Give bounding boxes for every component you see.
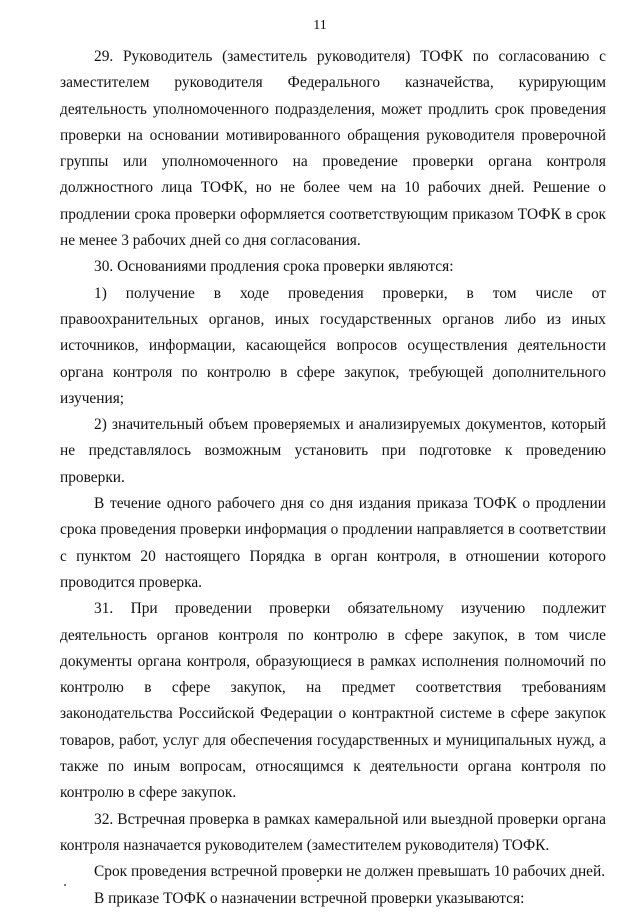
paragraph-30-item-1: 1) получение в ходе проведения проверки, в том числе от правоохранительных органов, иных государственных органов либо из иных источников, информации, касающейся вопросов осуществления деятельности органа контроля по контролю в сфере закупок, требующей дополнительного изучения; [60, 284, 606, 407]
scan-speck [317, 880, 319, 882]
paragraph-30-item-2: 2) значительный объем проверяемых и анализируемых документов, который не представлялось возможным установить при подготовке к проведению проверки. [60, 416, 606, 486]
paragraph-31: 31. При проведении проверки обязательному изучению подлежит деятельность органов контроля по контролю в сфере закупок, в том числе документы органа контроля, образующиеся в рамках исполнения полномочий по контролю в сфере закупок, на предмет соответствия требованиям законодательства Российской Федерации о контрактной системе в сфере закупок товаров, работ, услуг для обеспечения государственных и муниципальных нужд, а также по иным вопросам, относящимся к деятельности органа контроля по контролю в сфере закупок. [60, 600, 606, 802]
paragraph-32-term: Срок проведения встречной проверки не должен превышать 10 рабочих дней. [94, 863, 606, 881]
scan-speck [64, 884, 66, 886]
paragraph-30-notice: В течение одного рабочего дня со дня издания приказа ТОФК о продлении срока проведения проверки информация о продлении направляется в соответствии с пунктом 20 настоящего Порядка в орган контроля, в отношении которого проводится проверка. [60, 495, 606, 591]
paragraph-30: 30. Основаниями продления срока проверки являются: [94, 258, 454, 276]
paragraph-32-order: В приказе ТОФК о назначении встречной проверки указываются: [94, 889, 525, 907]
paragraph-32: 32. Встречная проверка в рамках камеральной или выездной проверки органа контроля назначается руководителем (заместителем руководителя) ТОФК. [60, 810, 606, 854]
page-number: 11 [313, 18, 327, 33]
document-body [60, 44, 606, 912]
paragraph-29: 29. Руководитель (заместитель руководителя) ТОФК по согласованию с заместителем руководителя Федерального казначейства, курирующим деятельность уполномоченного подразделения, может продлить срок проведения проверки на основании мотивированного обращения руководителя проверочной группы или уполномоченного на проведение проверки органа контроля должностного лица ТОФК, но не более чем на 10 рабочих дней. Решение о продлении срока проверки оформляется соответствующим приказом ТОФК в срок не менее 3 рабочих дней со дня согласования. [60, 48, 606, 250]
